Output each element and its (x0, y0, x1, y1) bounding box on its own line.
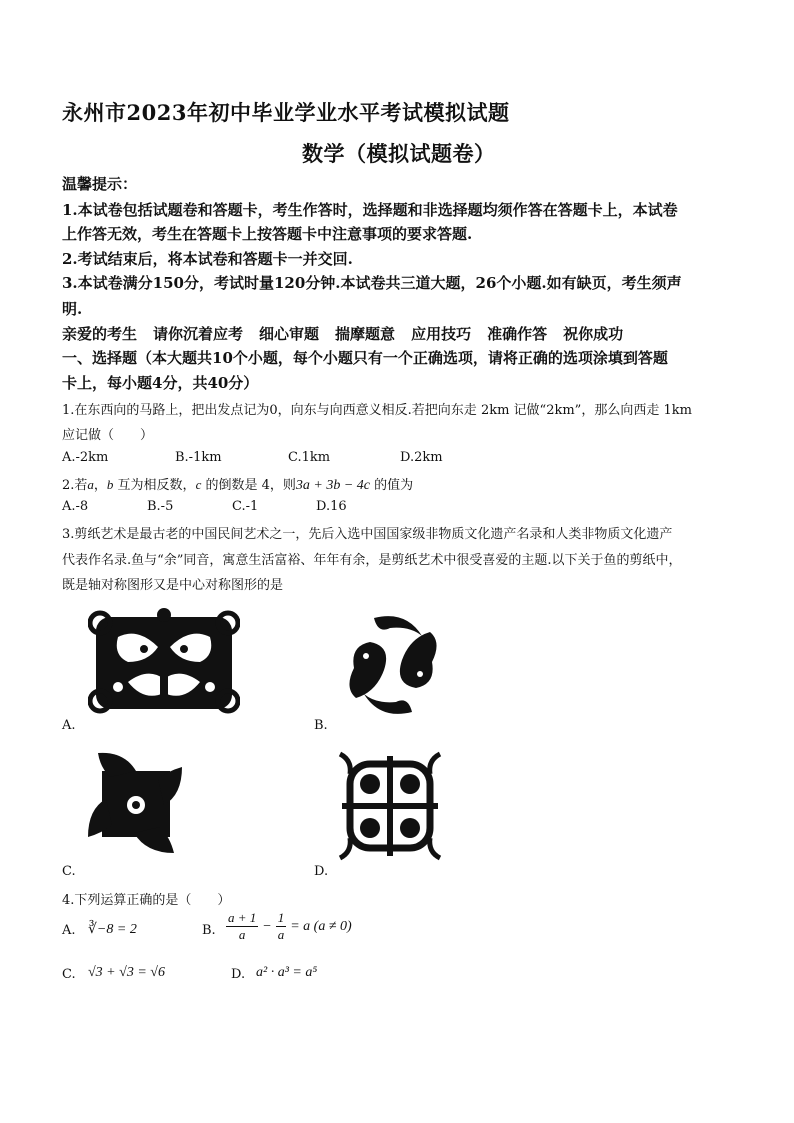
notice-item-2: 2.考试结束后，将本试卷和答题卡一并交回. (62, 250, 353, 268)
q4-option-d-expression: a² · a³ = a⁵ (256, 965, 318, 980)
q2-option-d: D.16 (316, 499, 347, 514)
q3-line-3: 既是轴对称图形又是中心对称图形的是 (62, 578, 284, 593)
notice-item-3-line-2: 明. (62, 300, 83, 318)
greeting-3: 细心审题 (259, 325, 320, 343)
q4-stem: 4.下列运算正确的是（ ） (62, 893, 231, 908)
q2-stem (62, 474, 413, 494)
q3-label-c: C. (62, 864, 76, 879)
page-subtitle: 数学（模拟试题卷） (302, 141, 496, 166)
q1-option-a: A.-2km (62, 450, 109, 465)
q2-text-mid-2: 的倒数是 4，则 (201, 478, 296, 493)
papercut-c-image (84, 747, 186, 857)
greeting-5: 应用技巧 (411, 325, 472, 343)
q4-label-a: A. (62, 923, 76, 938)
q2-var-b: b (106, 477, 114, 492)
greeting-2: 请你沉着应考 (153, 325, 244, 343)
greeting-4: 揣摩题意 (335, 325, 396, 343)
q2-option-b: B.-5 (147, 499, 174, 514)
page-title: 永州市2023年初中毕业学业水平考试模拟试题 (62, 100, 510, 125)
papercut-b-image (336, 612, 450, 718)
q2-var-c: c (195, 477, 202, 492)
greeting-6: 准确作答 (487, 325, 548, 343)
q4-option-b-expression: $\frac{a + 1}{a}$ − $\frac{1}{a}$ = a (a ≠ 0) (228, 910, 352, 942)
q4-option-a-expression: ∛−8 = 2 (88, 922, 137, 937)
q3-line-2: 代表作名录.鱼与“余”同音，寓意生活富裕、年年有余，是剪纸艺术中很受喜爱的主题.以下关于鱼的剪纸中， (62, 553, 682, 568)
q1-line-2: 应记做（ ） (62, 428, 154, 443)
q2-text-pre: 2.若 (62, 478, 88, 493)
q2-text-post: 的值为 (370, 478, 414, 493)
q4-b-fraction-1: $\frac{a + 1}{a}$ (228, 910, 257, 942)
q2-expression: 3a + 3b − 4c (295, 478, 370, 493)
q2-var-a: a (87, 477, 94, 492)
notice-heading: 温馨提示： (62, 175, 138, 193)
greeting-1: 亲爱的考生 (62, 325, 138, 343)
section-1-heading-line-2: 卡上，每小题4分，共40分） (62, 374, 259, 392)
section-1-heading-line-1: 一、选择题（本大题共10个小题，每个小题只有一个正确选项，请将正确的选项涂填到答题 (62, 349, 668, 367)
q2-text-mid-1: 互为相反数， (113, 478, 196, 493)
papercut-d-image (336, 750, 444, 862)
q3-label-d: D. (314, 864, 329, 879)
q1-line-1: 1.在东西向的马路上，把出发点记为0，向东与向西意义相反.若把向东走 2km 记做“2km”，那么向西走 1km (62, 403, 692, 418)
q2-option-c: C.-1 (232, 499, 259, 514)
q2-option-a: A.-8 (62, 499, 89, 514)
papercut-a-image (88, 607, 240, 717)
q4-label-b: B. (202, 923, 216, 938)
q3-line-1: 3.剪纸艺术是最古老的中国民间艺术之一，先后入选中国国家级非物质文化遗产名录和人类非物质文化遗产 (62, 527, 673, 542)
q4-label-d: D. (231, 967, 246, 982)
notice-item-1-line-1: 1.本试卷包括试题卷和答题卡，考生作答时，选择题和非选择题均须作答在答题卡上，本试卷 (62, 201, 678, 219)
q1-option-d: D.2km (400, 450, 443, 465)
q2-comma: ， (93, 478, 107, 493)
q1-option-c: C.1km (288, 450, 331, 465)
q4-label-c: C. (62, 967, 76, 982)
q3-label-b: B. (314, 718, 328, 733)
notice-item-3-line-1: 3.本试卷满分150分，考试时量120分钟.本试卷共三道大题，26个小题.如有缺页，考生须声 (62, 274, 682, 292)
greeting-7: 祝你成功 (563, 325, 624, 343)
q4-b-fraction-2: $\frac{1}{a}$ (277, 910, 285, 942)
notice-item-1-line-2: 上作答无效，考生在答题卡上按答题卡中注意事项的要求答题. (62, 225, 473, 243)
q4-option-c-expression: √3 + √3 = √6 (88, 965, 165, 980)
q1-option-b: B.-1km (175, 450, 222, 465)
greeting-line (62, 323, 623, 344)
q3-label-a: A. (62, 718, 76, 733)
